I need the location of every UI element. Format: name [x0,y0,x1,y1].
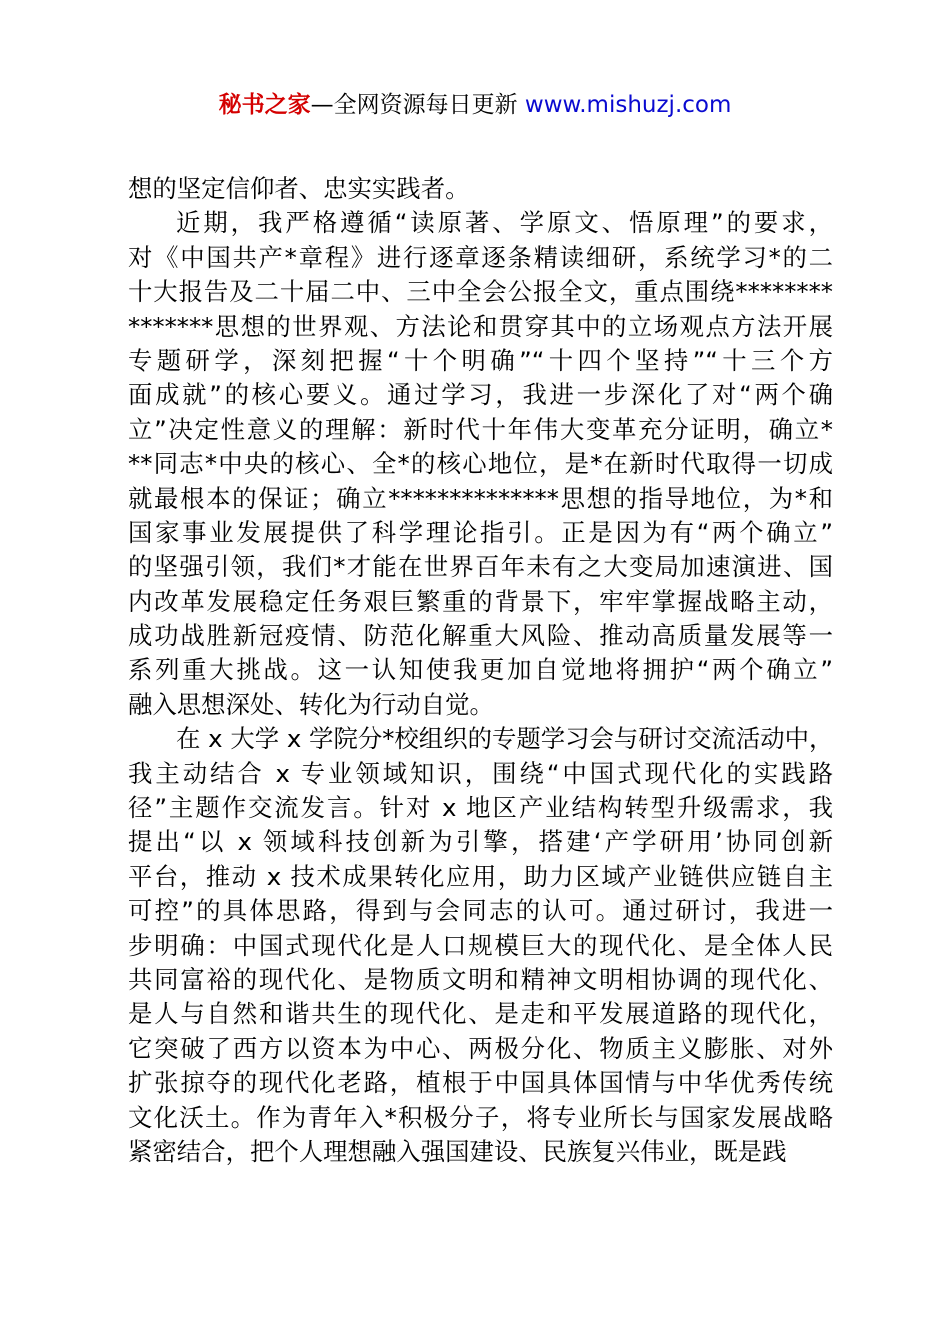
text-line: 平台，推动 x 技术成果转化应用，助力区域产业链供应链自主 [128,861,833,891]
text-line: 立”决定性意义的理解：新时代十年伟大变革充分证明，确立* [128,414,833,444]
text-line: 可控”的具体思路，得到与会同志的认可。通过研讨，我进一 [128,896,833,926]
text-line: 在 x 大学 x 学院分*校组织的专题学习会与研讨交流活动中， [176,724,834,754]
text-line: 内改革发展稳定任务艰巨繁重的背景下，牢牢掌握战略主动， [128,586,833,616]
text-line: 国家事业发展提供了科学理论指引。正是因为有“两个确立” [128,517,833,547]
text-line: 面成就”的核心要义。通过学习，我进一步深化了对“两个确 [128,380,833,410]
text-line: 提出“以 x 领域科技创新为引擎，搭建‘产学研用’协同创新 [128,827,833,857]
text-line: 紧密结合，把个人理想融入强国建设、民族复兴伟业，既是践 [128,1136,787,1166]
text-line: 专题研学，深刻把握“十个明确”“十四个坚持”“十三个方 [128,345,833,375]
paragraph [128,172,833,206]
page-header [0,88,950,122]
document-body [128,172,833,1169]
text-line: 系列重大挑战。这一认知使我更加自觉地将拥护“两个确立” [128,655,833,685]
text-line: 共同富裕的现代化、是物质文明和精神文明相协调的现代化、 [128,964,833,994]
text-line: 步明确：中国式现代化是人口规模巨大的现代化、是全体人民 [128,930,833,960]
text-line: 它突破了西方以资本为中心、两极分化、物质主义膨胀、对外 [128,1033,833,1063]
paragraph [128,206,833,722]
text-line: 成功战胜新冠疫情、防范化解重大风险、推动高质量发展等一 [128,621,833,651]
site-brand: 秘书之家 [218,92,311,118]
text-line: *******思想的世界观、方法论和贯穿其中的立场观点方法开展 [128,311,833,341]
text-line: 近期，我严格遵循“读原著、学原文、悟原理”的要求， [176,208,833,238]
text-line: 径”主题作交流发言。针对 x 地区产业结构转型升级需求，我 [128,793,833,823]
text-line: 是人与自然和谐共生的现代化、是走和平发展道路的现代化， [128,999,833,1029]
text-line: 的坚强引领，我们*才能在世界百年未有之大变局加速演进、国 [128,552,833,582]
paragraph [128,722,833,1169]
site-url-link[interactable]: www.mishuzj.com [524,92,732,118]
text-line: 扩张掠夺的现代化老路，植根于中国具体国情与中华优秀传统 [128,1068,833,1098]
text-line: 十大报告及二十届二中、三中全会公报全文，重点围绕******** [128,277,833,307]
site-slogan: —全网资源每日更新 [310,92,525,118]
text-line: 想的坚定信仰者、忠实实践者。 [128,174,470,203]
text-line: **同志*中央的核心、全*的核心地位，是*在新时代取得一切成 [128,449,833,479]
text-line: 对《中国共产*章程》进行逐章逐条精读细研，系统学习*的二 [128,242,833,272]
text-line: 我主动结合 x 专业领域知识，围绕“中国式现代化的实践路 [128,758,833,788]
text-line: 文化沃土。作为青年入*积极分子，将专业所长与国家发展战略 [128,1102,833,1132]
text-line: 就最根本的保证；确立**************思想的指导地位，为*和 [128,483,833,513]
text-line: 融入思想深处、转化为行动自觉。 [128,689,494,719]
